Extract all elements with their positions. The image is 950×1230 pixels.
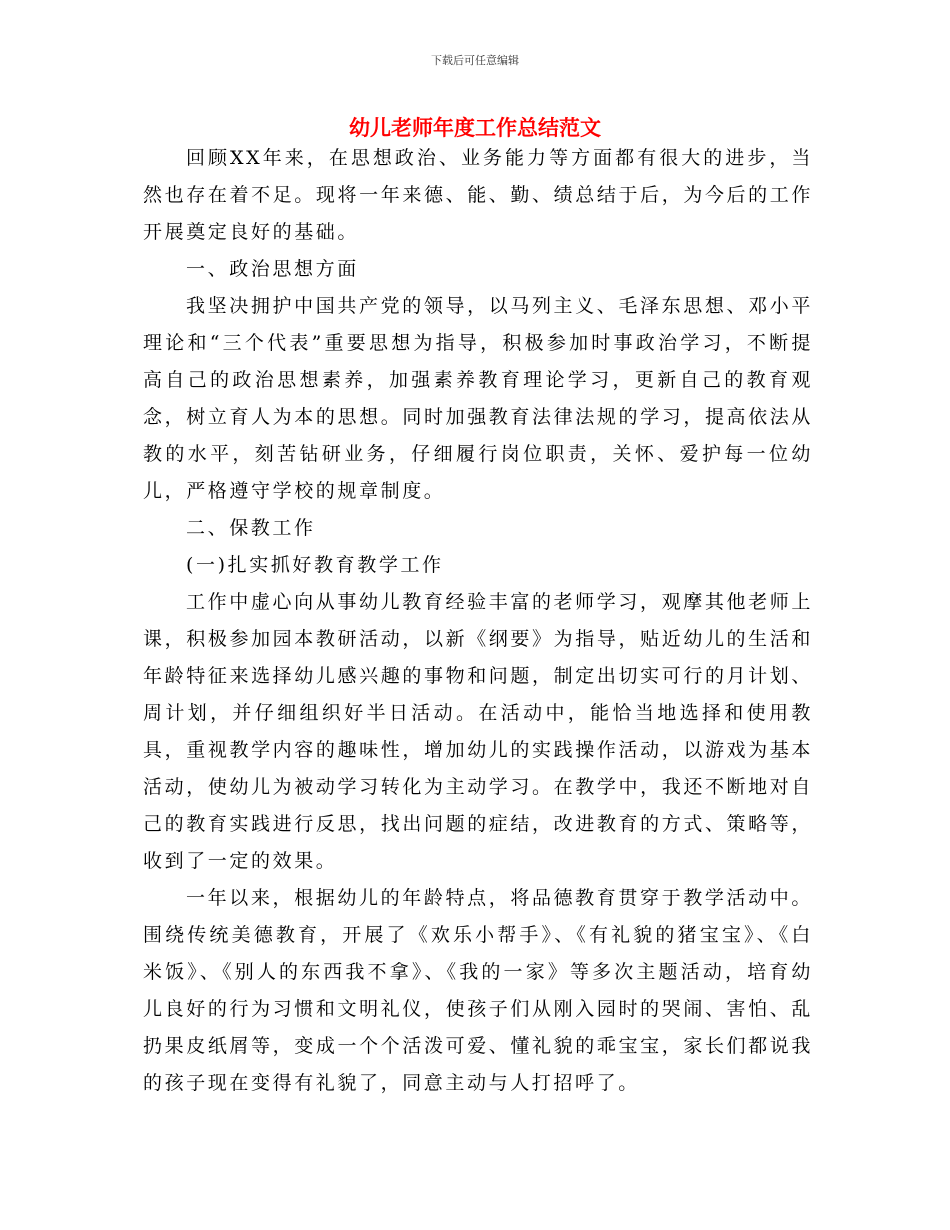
paragraph-teaching-work: 工作中虚心向从事幼儿教育经验丰富的老师学习，观摩其他老师上课，积极参加园本教研活动，以新《纲要》为指导，贴近幼儿的生活和年龄特征来选择幼儿感兴趣的事物和问题，制定出切实可行的月计划、周计划，并仔细组织好半日活动。在活动中，能恰当地选择和使用教具，重视教学内容的趣味性，增加幼儿的实践操作活动，以游戏为基本活动，使幼儿为被动学习转化为主动学习。在教学中，我还不断地对自己的教育实践进行反思，找出问题的症结，改进教育的方式、策略等，收到了一定的效果。 xyxy=(143,591,813,872)
document-title: 幼儿老师年度工作总结范文 xyxy=(349,115,601,140)
page-header-note: 下载后可任意编辑 xyxy=(431,54,519,67)
paragraph-intro: 回顾XX年来，在思想政治、业务能力等方面都有很大的进步，当然也存在着不足。现将一年来德、能、勤、绩总结于后，为今后的工作开展奠定良好的基础。 xyxy=(143,147,813,243)
paragraph-moral-education: 一年以来，根据幼儿的年龄特点，将品德教育贯穿于教学活动中。围绕传统美德教育，开展了《欢乐小帮手》、《有礼貌的猪宝宝》、《白米饭》、《别人的东西我不拿》、《我的一家》等多次主题活动，培育幼儿良好的行为习惯和文明礼仪，使孩子们从刚入园时的哭闹、害怕、乱扔果皮纸屑等，变成一个个活泼可爱、懂礼貌的乖宝宝，家长们都说我的孩子现在变得有礼貌了，同意主动与人打招呼了。 xyxy=(143,887,813,1094)
section-heading-politics: 一、政治思想方面 xyxy=(186,258,359,280)
subsection-heading-teaching-work: (一)扎实抓好教育教学工作 xyxy=(186,554,444,576)
paragraph-politics: 我坚决拥护中国共产党的领导，以马列主义、毛泽东思想、邓小平理论和“三个代表”重要思想为指导，积极参加时事政治学习，不断提高自己的政治思想素养，加强素养教育理论学习，更新自己的教育观念，树立育人为本的思想。同时加强教育法律法规的学习，提高依法从教的水平，刻苦钻研业务，仔细履行岗位职责，关怀、爱护每一位幼儿，严格遵守学校的规章制度。 xyxy=(143,295,813,502)
section-heading-teaching: 二、保教工作 xyxy=(186,517,316,539)
document-body xyxy=(143,140,813,1102)
